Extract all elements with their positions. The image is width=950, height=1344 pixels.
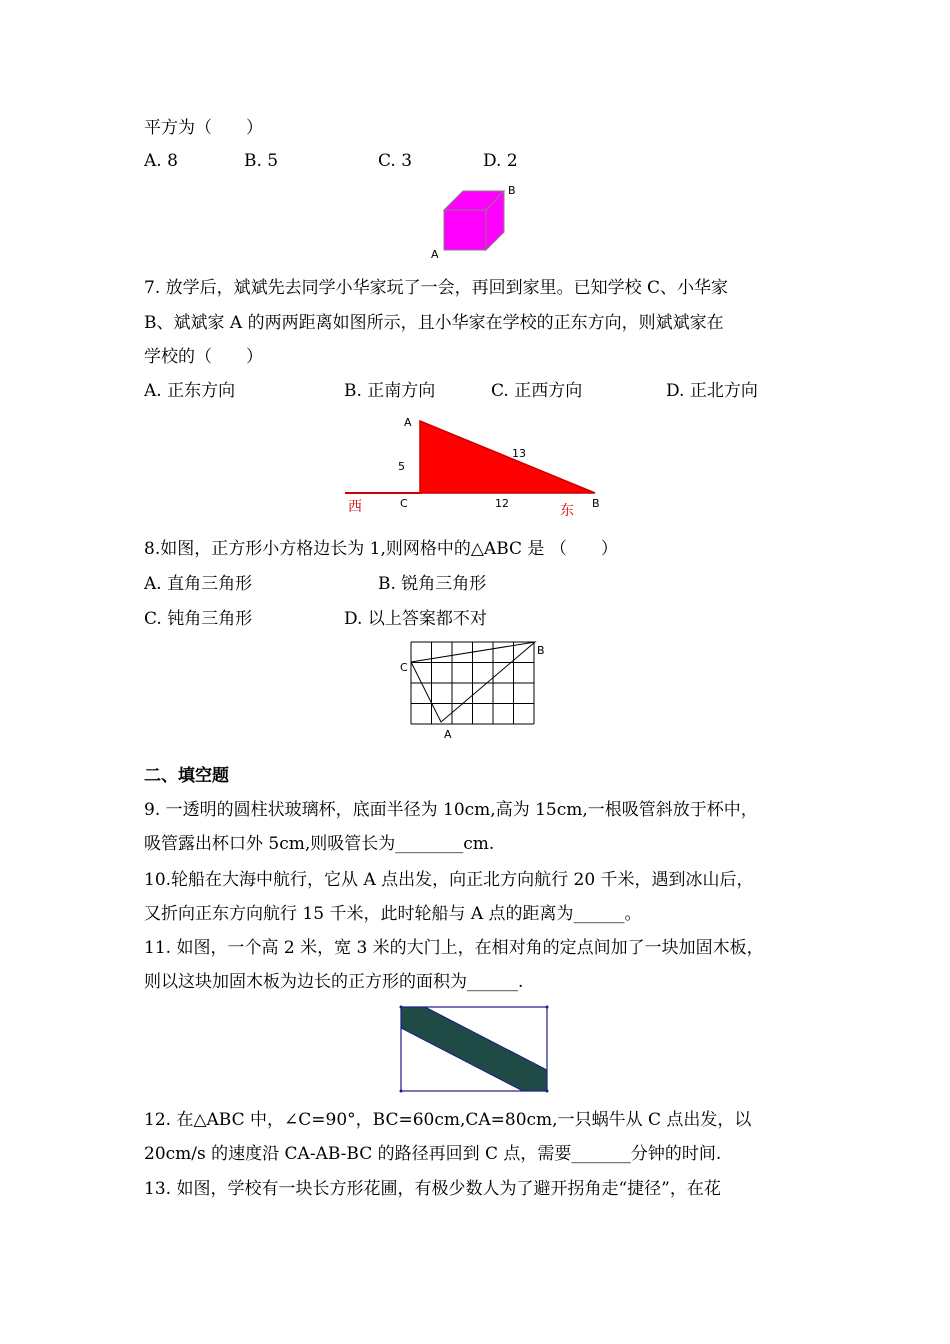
q7-line-1: 7. 放学后，斌斌先去同学小华家玩了一会，再回到家里。已知学校 C、小华家: [144, 278, 729, 298]
q8-option-d: D. 以上答案都不对: [344, 609, 487, 629]
q11-line-1: 11. 如图，一个高 2 米，宽 3 米的大门上，在相对角的定点间加了一块加固木板，: [144, 938, 764, 958]
q7-option-c: C. 正西方向: [491, 381, 583, 401]
gate-corner-bl: [400, 1090, 403, 1093]
q7-line-2: B、斌斌家 A 的两两距离如图所示，且小华家在学校的正东方向，则斌斌家在: [144, 313, 724, 333]
q6-option-c: C. 3: [378, 151, 413, 171]
east-label: 东: [560, 503, 574, 519]
q6-option-a: A. 8: [144, 151, 178, 171]
grid-lines: [411, 642, 534, 724]
grid-label-b: B: [537, 644, 545, 657]
tri-label-a: A: [404, 416, 412, 429]
q6-option-b: B. 5: [244, 151, 279, 171]
tri-side-cb: 12: [495, 497, 509, 510]
q7-triangle-figure: [340, 408, 610, 520]
q13-line-1: 13. 如图，学校有一块长方形花圃，有极少数人为了避开拐角走“捷径”，在花: [144, 1179, 721, 1199]
q6-cube-figure: [428, 182, 523, 262]
q8-option-c: C. 钝角三角形: [144, 609, 253, 629]
q8-line: 8.如图，正方形小方格边长为 1,则网格中的△ABC 是 （ ）: [144, 539, 618, 559]
q8-option-a: A. 直角三角形: [144, 574, 253, 594]
gate-corner-br: [546, 1090, 549, 1093]
q11-gate-figure: [398, 1004, 552, 1096]
q9-line-1: 9. 一透明的圆柱状玻璃杯，底面半径为 10cm,高为 15cm,一根吸管斜放于杯中，: [144, 800, 758, 820]
q6-option-d: D. 2: [483, 151, 518, 171]
q12-line-2: 20cm/s 的速度沿 CA-AB-BC 的路径再回到 C 点，需要_______分钟的时间.: [144, 1144, 722, 1164]
triangle-abc: [420, 421, 595, 493]
q9-line-2: 吸管露出杯口外 5cm,则吸管长为________cm.: [144, 834, 495, 854]
q8-option-b: B. 锐角三角形: [378, 574, 487, 594]
q7-option-d: D. 正北方向: [666, 381, 758, 401]
q10-line-1: 10.轮船在大海中航行，它从 A 点出发，向正北方向航行 20 千米，遇到冰山后，: [144, 870, 754, 890]
q12-line-1: 12. 在△ABC 中，∠C=90°，BC=60cm,CA=80cm,一只蜗牛从 C 点出发，以: [144, 1110, 752, 1130]
gate-corner-tr: [546, 1006, 549, 1009]
cube-label-b: B: [508, 184, 516, 197]
cube-label-a: A: [431, 248, 439, 261]
grid-label-a: A: [444, 728, 452, 741]
west-label: 西: [348, 499, 362, 515]
cube-front-face: [444, 210, 486, 250]
tri-side-ab: 13: [512, 447, 526, 460]
q7-option-b: B. 正南方向: [344, 381, 436, 401]
q8-grid-figure: [398, 638, 548, 743]
q7-option-a: A. 正东方向: [144, 381, 236, 401]
q7-line-3: 学校的（ ）: [144, 347, 263, 367]
q10-line-2: 又折向正东方向航行 15 千米，此时轮船与 A 点的距离为______。: [144, 904, 642, 924]
gate-board: [401, 1007, 547, 1091]
grid-label-c: C: [400, 661, 408, 674]
q6-tail-text: 平方为（ ）: [144, 118, 263, 138]
tri-label-c: C: [400, 497, 408, 510]
q11-line-2: 则以这块加固木板为边长的正方形的面积为______.: [144, 972, 524, 992]
tri-side-ac: 5: [398, 460, 405, 473]
gate-corner-tl: [400, 1006, 403, 1009]
tri-label-b: B: [592, 497, 600, 510]
section-heading: 二、填空题: [144, 766, 229, 786]
